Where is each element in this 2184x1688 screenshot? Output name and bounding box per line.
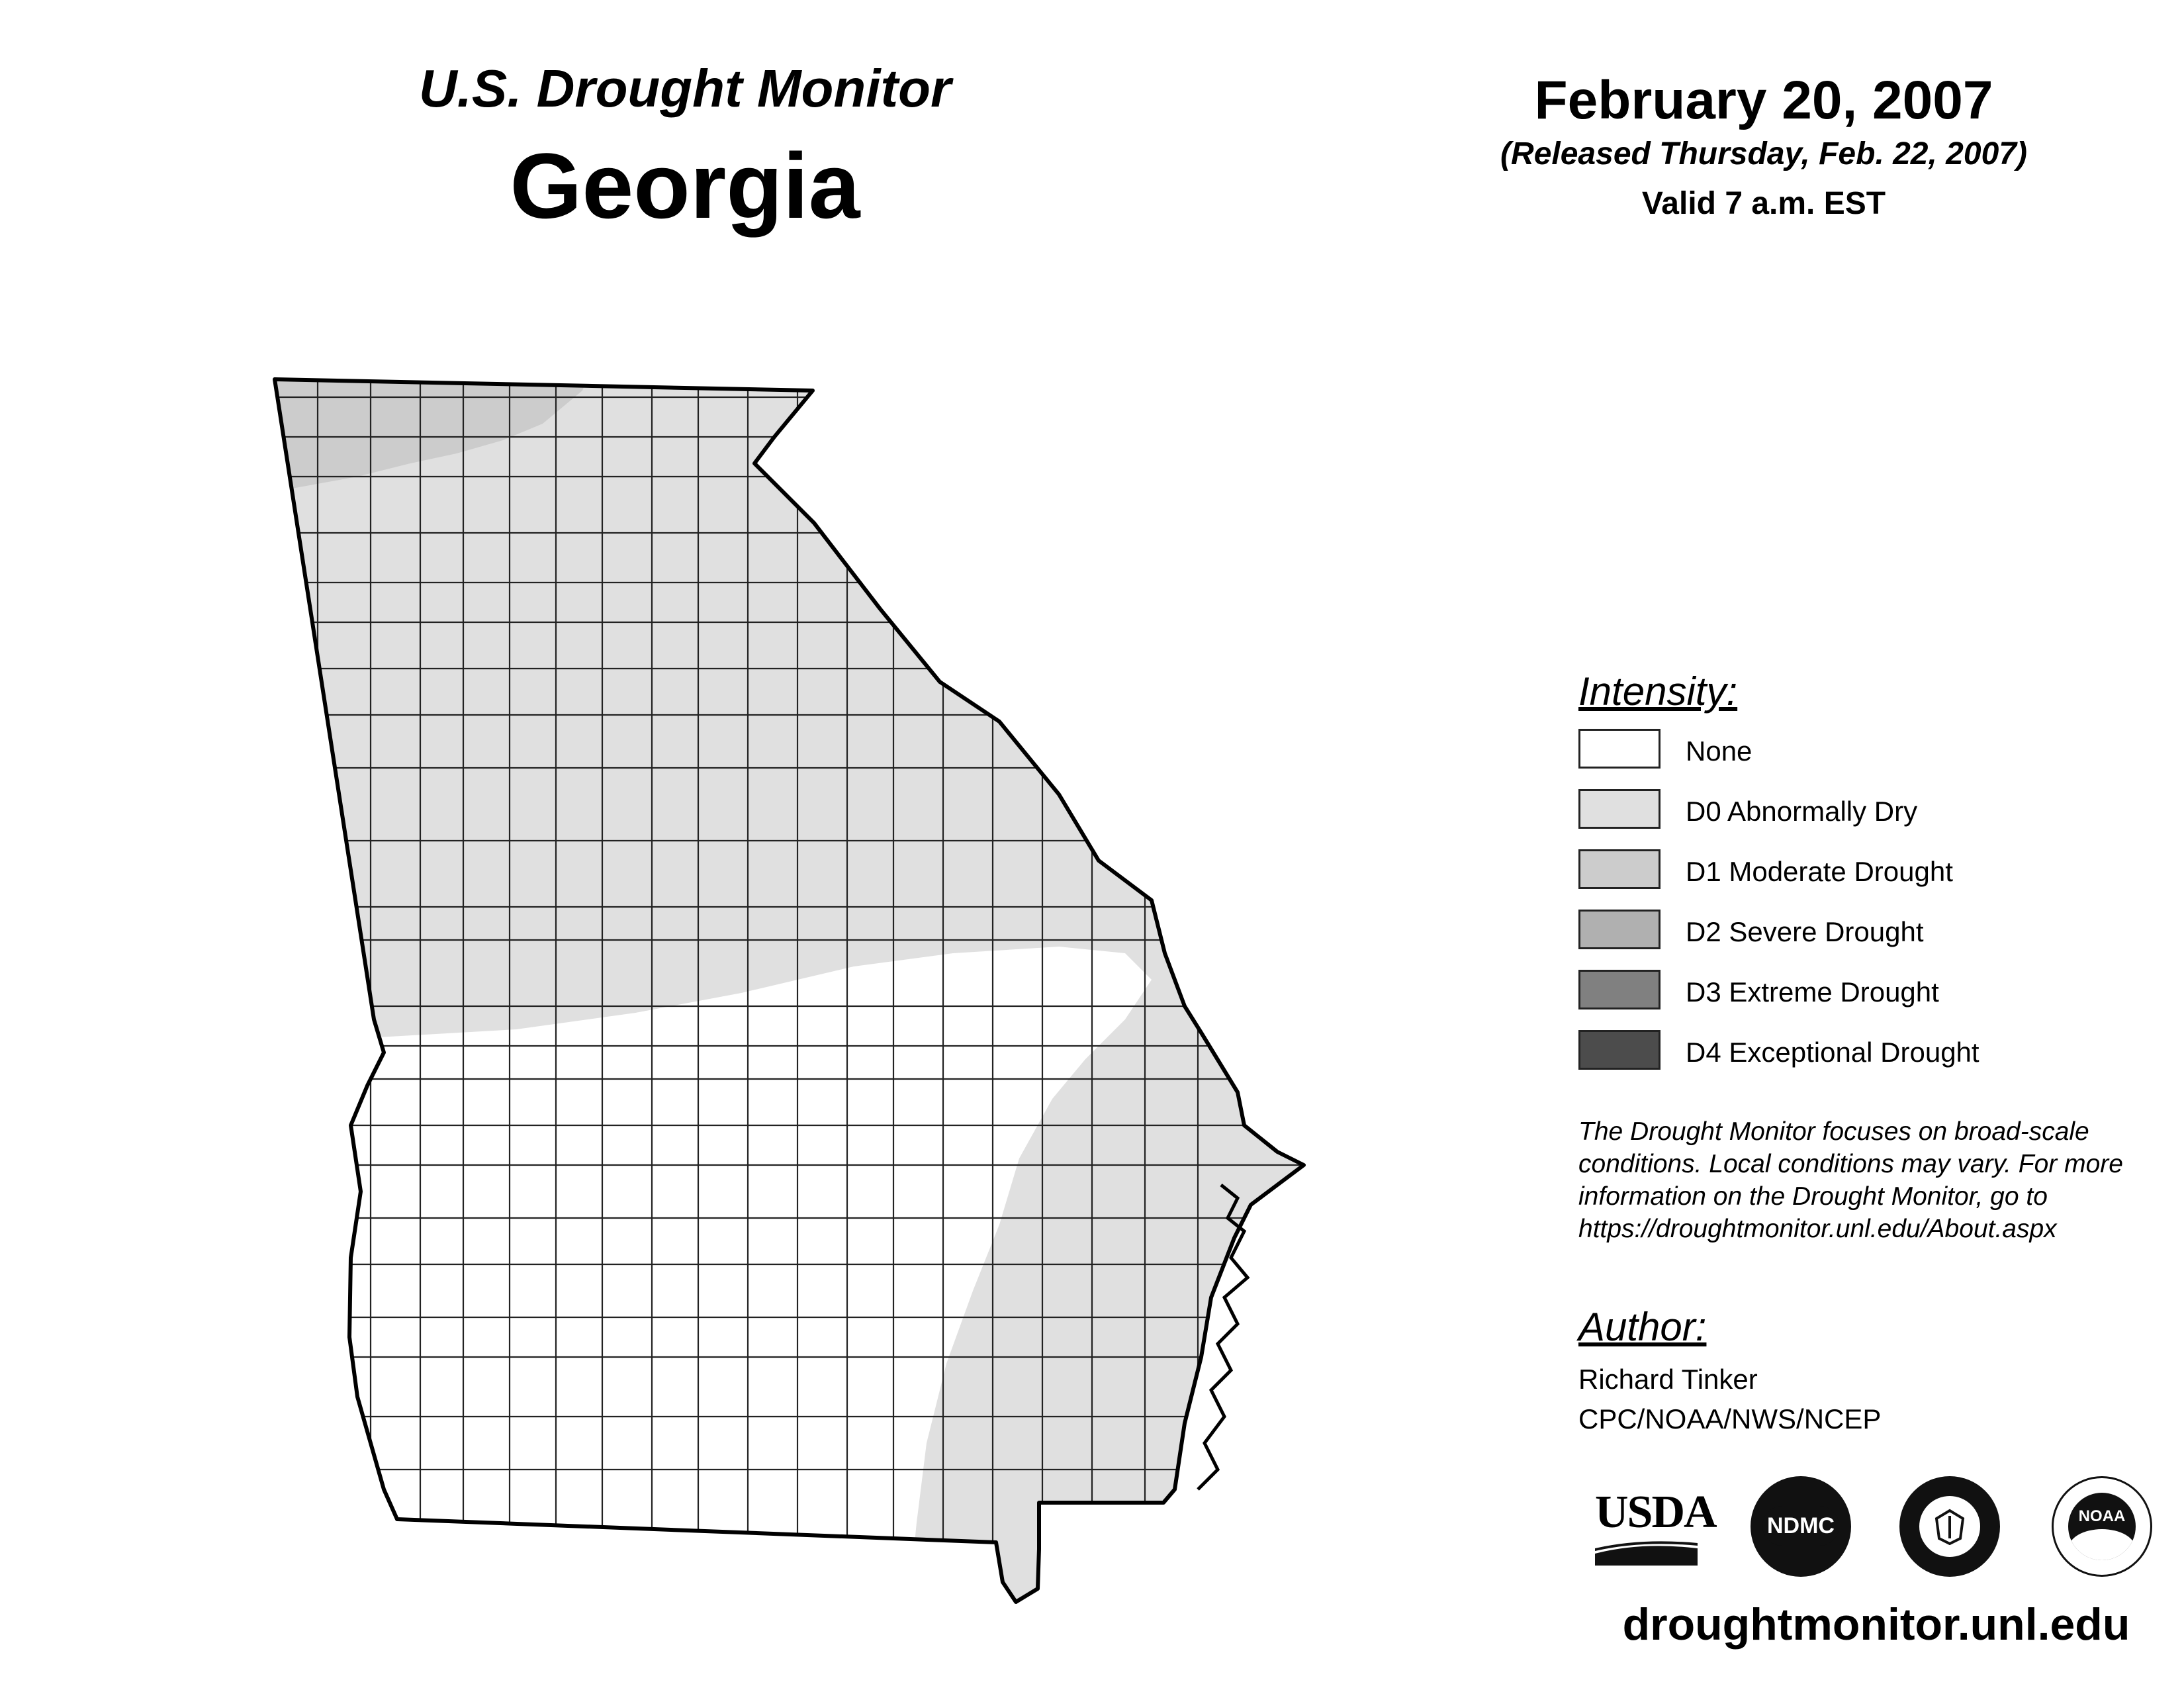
legend-swatch-d2 (1578, 910, 1661, 949)
legend-label: D0 Abnormally Dry (1686, 796, 1918, 827)
legend-item-none (1578, 729, 2174, 789)
legend-item-d4 (1578, 1030, 2174, 1090)
legend-label: D3 Extreme Drought (1686, 976, 1939, 1008)
note-line: conditions. Local conditions may vary. For more (1578, 1150, 2123, 1178)
usda-logo-text: USDA (1595, 1487, 1716, 1538)
legend-label: None (1686, 735, 1752, 767)
legend-item-d1 (1578, 849, 2174, 910)
usda-logo (1595, 1486, 1716, 1569)
legend-item-d0 (1578, 789, 2174, 849)
noaa-logo-text: NOAA (2078, 1507, 2126, 1525)
noaa-seal-icon (2052, 1476, 2152, 1577)
legend-item-d3 (1578, 970, 2174, 1030)
note-line: information on the Drought Monitor, go to (1578, 1182, 2048, 1211)
legend-swatch-d4 (1578, 1030, 1661, 1070)
author-heading: Author: (1578, 1305, 1707, 1349)
website-link[interactable]: droughtmonitor.unl.edu (1622, 1599, 2130, 1650)
ndmc-logo-text: NDMC (1767, 1513, 1835, 1538)
legend-swatch-d0 (1578, 789, 1661, 829)
legend-label: D1 Moderate Drought (1686, 856, 1953, 887)
noaa-logo (2052, 1476, 2152, 1577)
note-link[interactable]: https://droughtmonitor.unl.edu/About.aspx (1578, 1215, 2057, 1243)
valid-time: Valid 7 a.m. EST (1641, 186, 1886, 221)
author-name: Richard Tinker (1578, 1364, 1758, 1395)
legend-swatch-none (1578, 729, 1661, 769)
legend (1578, 669, 2174, 1090)
usda-hills-icon (1595, 1539, 1698, 1566)
department-of-commerce-seal (1899, 1476, 2000, 1577)
disclaimer-note (1578, 1115, 2181, 1245)
legend-item-d2 (1578, 910, 2174, 970)
ndmc-logo (1751, 1476, 1851, 1577)
map-title: U.S. Drought Monitor (418, 59, 952, 118)
valid-date: February 20, 2007 (1534, 70, 1993, 130)
legend-heading: Intensity: (1578, 669, 1738, 714)
legend-swatch-d3 (1578, 970, 1661, 1009)
ndmc-seal-icon (1751, 1476, 1851, 1577)
commerce-seal-icon (1899, 1476, 2000, 1577)
author-organization: CPC/NOAA/NWS/NCEP (1578, 1403, 1882, 1434)
legend-label: D4 Exceptional Drought (1686, 1037, 1979, 1068)
legend-label: D2 Severe Drought (1686, 916, 1924, 947)
release-date: (Released Thursday, Feb. 22, 2007) (1500, 136, 2027, 171)
note-line: The Drought Monitor focuses on broad-scale (1578, 1117, 2089, 1146)
state-name: Georgia (510, 134, 860, 238)
legend-swatch-d1 (1578, 849, 1661, 889)
